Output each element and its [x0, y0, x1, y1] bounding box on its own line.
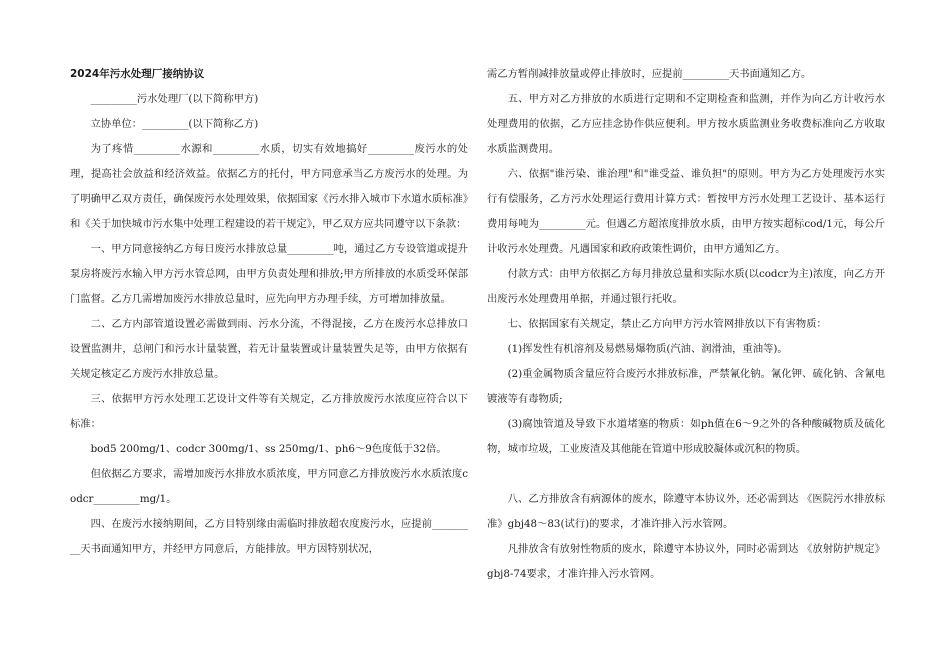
preamble-paragraph: 为了疼惜_________水源和_________水质，切实有效地搞好_________废污水的处理，提高社会放益和经济效益。依据乙方的托付，甲方同意承当乙方废污水的处理。为了明确甲乙双方责任，确保废污水处理效果，依据国家《污水排入城市下水道水质标准》和《关于加快城市污水集中处理工程建设的若干规定》，甲乙双方应共同遵守以下条款：	[70, 143, 468, 230]
clause-3-paragraph: 三、依据甲方污水处理工艺设计文件等有关规定，乙方排放废污水浓度应符合以下标准：	[70, 393, 468, 430]
party-b-line: 立协单位：_________(以下简称乙方)	[90, 118, 259, 130]
clause-6-paragraph: 六、依据"谁污染、谁治理"和"谁受益、谁负担"的原则。甲方为乙方处理废污水实行有偿服务，乙方污水处理运行费用计算方式：暂按甲方污水处理工艺设计、基本运行费用每吨为_________元。但遇乙方超浓度排放水质，由甲方按实超标cod/1元，每公斤计收污水处理费。凡遇国家和政府政策性调价，由甲方通知乙方。	[487, 168, 885, 255]
party-a-line: _________污水处理厂(以下简称甲方)	[90, 93, 259, 105]
clause-5-paragraph: 五、甲方对乙方排放的水质进行定期和不定期检查和监测，并作为向乙方计收污水处理费用的依据，乙方应挂念协作供应便利。甲方按水质监测业务收费标准向乙方收取水质监测费用。	[487, 93, 885, 155]
clause-3-supplement: 但依据乙方要求，需增加废污水排放水质浓度，甲方同意乙方排放废污水水质浓度codcr_________mg/1。	[70, 468, 468, 505]
standard-values-line: bod5 200mg/1、codcr 300mg/1、ss 250mg/1、ph6～9色度低于32倍。	[90, 443, 447, 455]
clause-1-paragraph: 一、甲方同意接纳乙方每日废污水排放总量_________吨，通过乙方专设管道或提升泵房将废污水输入甲方污水管总网，由甲方负责处理和排放;甲方所排放的水质受环保部门监督。乙方几需增加废污水排放总量时，应先向甲方办理手续，方可增加排放量。	[70, 243, 468, 305]
clause-4-paragraph: 四、在废污水接纳期间，乙方目特别缘由需临时排放超农度废污水，应提前_________天书面通知甲方，并经甲方同意后，方能排放。甲方因特别状况，	[70, 518, 468, 555]
clause-7-item-1: (1)挥发性有机溶剂及易燃易爆物质(汽油、润滑油，重油等)。	[507, 343, 788, 355]
payment-method-paragraph: 付款方式：由甲方依据乙方每月排放总量和实际水质(以codcr为主)浓度，向乙方开出废污水处理费用单据，并通过银行托收。	[487, 268, 885, 305]
document-title: 2024年污水处理厂接纳协议	[70, 68, 205, 80]
clause-7-item-2: (2)重金属物质含量应符合废污水排放标准，严禁氰化钠。氰化钾、硫化钠、含氰电镀液等有毒物质;	[487, 368, 885, 405]
clause-2-paragraph: 二、乙方内部管道设置必需做到雨、污水分流，不得混接，乙方在废污水总排放口设置监测井，总闸门和污水计量装置，若无计量装置或计量装置失足等，由甲方依据有关规定核定乙方废污水排放总量。	[70, 318, 468, 380]
right-column	[487, 62, 885, 587]
left-column	[70, 62, 468, 562]
clause-7-paragraph: 七、依据国家有关规定，禁止乙方向甲方污水管网排放以下有害物质：	[507, 318, 827, 330]
radioactive-waste-paragraph: 凡排放含有放射性物质的废水，除遵守本协议外，同时必需到达 《放射防护规定》gbj8-74要求，才准许排入污水管网。	[487, 543, 885, 580]
clause-8-paragraph: 八、乙方排放含有病源体的废水，除遵守本协议外，还必需到达 《医院污水排放标准》gbj48～83(试行)的要求，才准许排入污水管网。	[487, 493, 885, 530]
clause-4-continuation: 需乙方暂削减排放量或停止排放时，应提前_________天书面通知乙方。	[487, 68, 812, 80]
clause-7-item-3: (3)腐蚀管道及导致下水道堵塞的物质：如ph值在6～9之外的各种酸碱物质及硫化物，城市垃圾，工业废渣及其他能在管道中形成胶凝体或沉积的物质。	[487, 418, 885, 455]
paragraph-spacer	[487, 462, 885, 487]
